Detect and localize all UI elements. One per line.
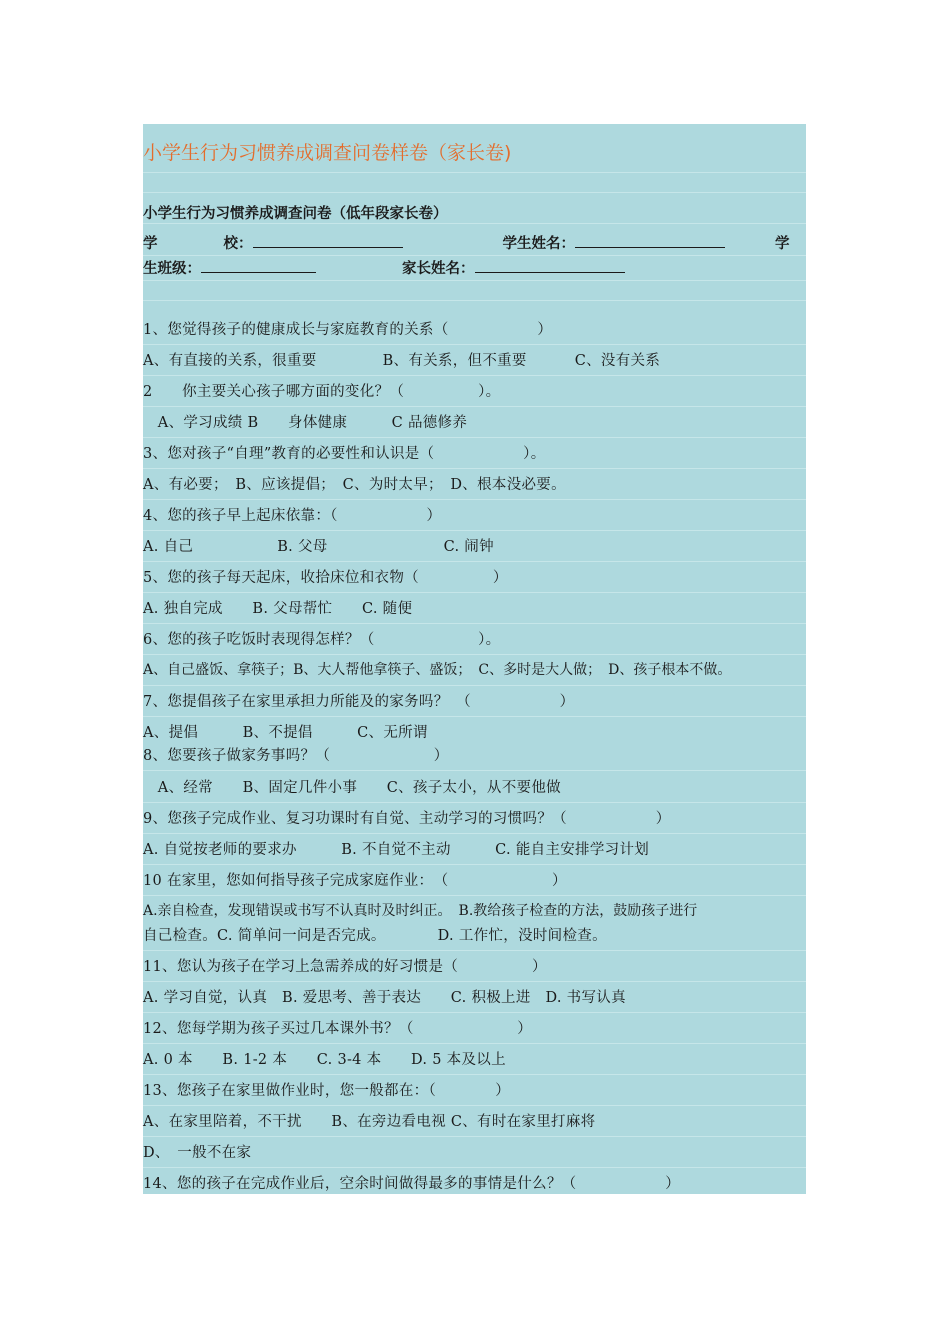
question-9-options: A. 自觉按老师的要求办 B. 不自觉不主动 C. 能自主安排学习计划 [143,838,806,865]
q1-option-c: C、没有关系 [574,353,661,369]
question-13-options: A、在家里陪着，不干扰 B、在旁边看电视 C、有时在家里打麻将 [143,1110,806,1137]
question-10: 10 在家里，您如何指导孩子完成家庭作业： （ ） [143,869,806,896]
form-row-school [143,232,806,256]
q1-option-a: A、有直接的关系，很重要 [143,353,317,369]
question-8-options: A、经常 B、固定几件小事 C、孩子太小，从不要他做 [143,776,806,803]
class-field[interactable] [201,258,316,273]
question-13: 13、您孩子在家里做作业时，您一般都在：（ ） [143,1079,806,1106]
rule-line [143,172,806,173]
q4-option-c: C. 闹钟 [443,539,494,555]
student-name-label: 学生姓名： [502,236,575,252]
question-3: 3、您对孩子“自理”教育的必要性和认识是（ ）。 [143,442,806,469]
parent-name-field[interactable] [475,258,625,273]
school-label: 校： [223,236,253,252]
question-7-options: A、提倡 B、不提倡 C、无所谓 [143,725,428,741]
question-6: 6、您的孩子吃饭时表现得怎样？（ ）。 [143,628,806,655]
question-1-options [143,349,806,376]
question-3-options: A、有必要； B、应该提倡； C、为时太早； D、根本没必要。 [143,473,806,500]
questionnaire-subtitle: 小学生行为习惯养成调查问卷（低年段家长卷） [143,202,806,224]
q1-option-b: B、有关系，但不重要 [382,353,527,369]
question-2-options: A、学习成绩 B 身体健康 C 品德修养 [143,411,806,438]
school-field[interactable] [253,233,403,248]
question-7: 7、您提倡孩子在家里承担力所能及的家务吗？ （ ） [143,690,806,717]
question-10-options-line2: 自己检查。C. 简单问一问是否完成。 D. 工作忙，没时间检查。 [143,924,806,951]
questionnaire-panel [143,124,806,1194]
parent-name-label: 家长姓名： [402,261,475,277]
rule-line [143,300,806,301]
class-label-char1: 学 [775,236,790,252]
q4-option-b: B. 父母 [277,539,328,555]
question-6-options: A、自己盛饭、拿筷子；B、大人帮他拿筷子、盛饭； C、多时是大人做； D、孩子根本不做。 [143,659,806,686]
question-12: 12、您每学期为孩子买过几本课外书？（ ） [143,1017,806,1044]
question-5: 5、您的孩子每天起床，收拾床位和衣物（ ） [143,566,806,593]
question-1: 1、您觉得孩子的健康成长与家庭教育的关系（ ） [143,318,806,345]
question-11-options: A. 学习自觉，认真 B. 爱思考、善于表达 C. 积极上进 D. 书写认真 [143,986,806,1013]
question-14: 14、您的孩子在完成作业后，空余时间做得最多的事情是什么？（ ） [143,1176,681,1192]
question-5-options: A. 独自完成 B. 父母帮忙 C. 随便 [143,597,806,624]
rule-line [143,192,806,193]
question-4-options [143,535,806,562]
question-10-options-line1: A.亲自检查，发现错误或书写不认真时及时纠正。 B.教给孩子检查的方法，鼓励孩子进行 [143,903,698,919]
document-title: 小学生行为习惯养成调查问卷样卷（家长卷) [143,142,512,164]
question-12-options: A. 0 本 B. 1-2 本 C. 3-4 本 D. 5 本及以上 [143,1048,806,1075]
form-row-class [143,257,806,281]
question-9: 9、您孩子完成作业、复习功课时有自觉、主动学习的习惯吗？（ ） [143,807,806,834]
class-label: 生班级： [143,261,201,277]
question-2: 2 你主要关心孩子哪方面的变化？（ ）。 [143,380,806,407]
q4-option-a: A. 自己 [143,539,194,555]
question-4: 4、您的孩子早上起床依靠：（ ） [143,504,806,531]
question-13-option-d: D、 一般不在家 [143,1141,806,1168]
student-name-field[interactable] [575,233,725,248]
school-label-char1: 学 [143,236,158,252]
question-11: 11、您认为孩子在学习上急需养成的好习惯是（ ） [143,955,806,982]
question-8: 8、您要孩子做家务事吗？（ ） [143,744,806,771]
